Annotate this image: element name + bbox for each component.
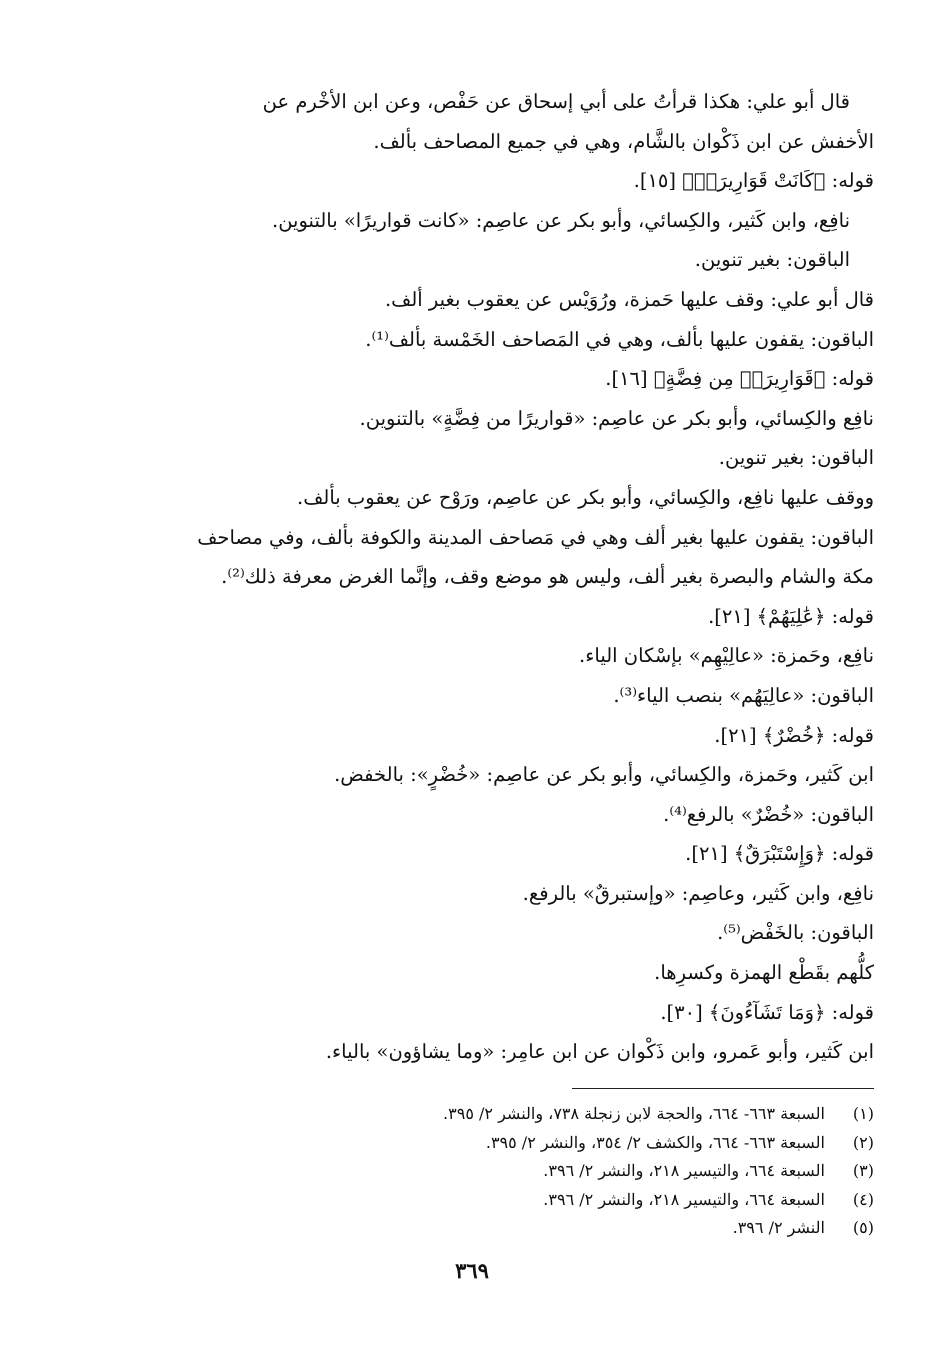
text-line-18: ابن كَثير، وحَمزة، والكِسائي، وأبو بكر عن عاصِم: «خُضْرٍ»: بالخفض. [334, 763, 874, 787]
page-number: ٣٦٩ [455, 1258, 489, 1283]
text-line-12: الباقون: يقفون عليها بغير ألف وهي في مَصاحف المدينة والكوفة بألف، وفي مصاحف [197, 525, 874, 549]
text-line-3: قوله: ﴿كَانَتْ قَوَارِيرَا۟﴾ [١٥]. [633, 169, 874, 193]
footnote-text: السبعة ٦٦٤، والتيسير ٢١٨، والنشر ٢/ ٣٩٦. [543, 1161, 825, 1180]
text-line-16: الباقون: «عالِيَهُم» بنصب الياء⁽³⁾. [613, 683, 874, 707]
footnote-4 [70, 1186, 874, 1215]
footnote-text: السبعة ٦٦٣- ٦٦٤، والكشف ٢/ ٣٥٤، والنشر ٢/ ٣٩٥. [485, 1132, 825, 1152]
text-line-15: نافِع، وحَمزة: «عالِيْهِم» بإسْكان الياء. [579, 644, 874, 668]
footnotes [70, 1100, 874, 1243]
text-line-10: الباقون: بغير تنوين. [718, 446, 874, 470]
main-text [70, 82, 874, 1072]
text-line-1: قال أبو علي: هكذا قرأتُ على أبي إسحاق عن حَفْص، وعن ابن الأخْرم عن [262, 90, 850, 113]
footnote-number: (١) [852, 1104, 874, 1123]
text-line-13: مكة والشام والبصرة بغير ألف، وليس هو موضع وقف، وإنَّما الغرض معرفة ذلك⁽²⁾. [221, 565, 874, 589]
footnote-1 [70, 1100, 874, 1129]
text-line-23: كلُّهم بقَطْع الهمزة وكسرِها. [654, 961, 874, 985]
text-line-6: قال أبو علي: وقف عليها حَمزة، ورُوَيْس عن يعقوب بغير ألف. [384, 287, 874, 311]
text-line-22: الباقون: بالخَفْض⁽⁵⁾. [717, 921, 874, 945]
footnote-2 [70, 1129, 874, 1158]
text-line-17: قوله: ﴿خُضْرٌ﴾ [٢١]. [714, 723, 874, 747]
text-line-25: ابن كَثير، وأبو عَمرو، وابن ذَكْوان عن ابن عامِر: «وما يشاؤون» بالياء. [325, 1040, 874, 1064]
text-line-14: قوله: ﴿عَٰلِيَهُمْ﴾ [٢١]. [708, 604, 874, 628]
page-body [70, 82, 874, 1072]
footnote-text: السبعة ٦٦٤، والتيسير ٢١٨، والنشر ٢/ ٣٩٦. [543, 1189, 825, 1209]
text-line-7: الباقون: يقفون عليها بألف، وهي في المَصاحف الخَمْسة بألف⁽¹⁾. [365, 327, 874, 351]
text-line-5: الباقون: بغير تنوين. [694, 248, 850, 272]
text-line-20: قوله: ﴿وَإِسْتَبْرَقٌ﴾ [٢١]. [685, 842, 874, 866]
footnote-number: (٥) [852, 1218, 874, 1237]
footnote-text: النشر ٢/ ٣٩٦. [732, 1218, 825, 1237]
text-line-8: قوله: ﴿قَوَارِيرَا۟ مِن فِضَّةٍ﴾ [١٦]. [605, 367, 874, 391]
text-line-9: نافِع والكِسائي، وأبو بكر عن عاصِم: «قواريرًا من فِضَّةٍ» بالتنوين. [359, 406, 874, 430]
footnote-3 [70, 1157, 874, 1186]
footnote-separator [572, 1088, 874, 1089]
text-line-21: نافِع، وابن كَثير، وعاصِم: «وإستبرقٌ» بالرفع. [522, 881, 874, 905]
text-line-24: قوله: ﴿وَمَا تَشَآءُونَ﴾ [٣٠]. [660, 1000, 874, 1024]
text-line-19: الباقون: «خُضْرٌ» بالرفع⁽⁴⁾. [663, 802, 874, 826]
footnote-text: السبعة ٦٦٣- ٦٦٤، والحجة لابن زنجلة ٧٣٨، والنشر ٢/ ٣٩٥. [443, 1104, 825, 1123]
text-line-11: ووقف عليها نافِع، والكِسائي، وأبو بكر عن عاصِم، ورَوْح عن يعقوب بألف. [297, 485, 874, 509]
footnote-5 [70, 1214, 874, 1243]
text-line-4: نافِع، وابن كَثير، والكِسائي، وأبو بكر عن عاصِم: «كانت قواريرًا» بالتنوين. [272, 208, 850, 232]
footnote-number: (٣) [852, 1161, 874, 1180]
footnote-number: (٤) [852, 1189, 874, 1209]
footnote-number: (٢) [852, 1132, 874, 1152]
text-line-2: الأخفش عن ابن ذَكْوان بالشَّام، وهي في جميع المصاحف بألف. [373, 129, 874, 153]
